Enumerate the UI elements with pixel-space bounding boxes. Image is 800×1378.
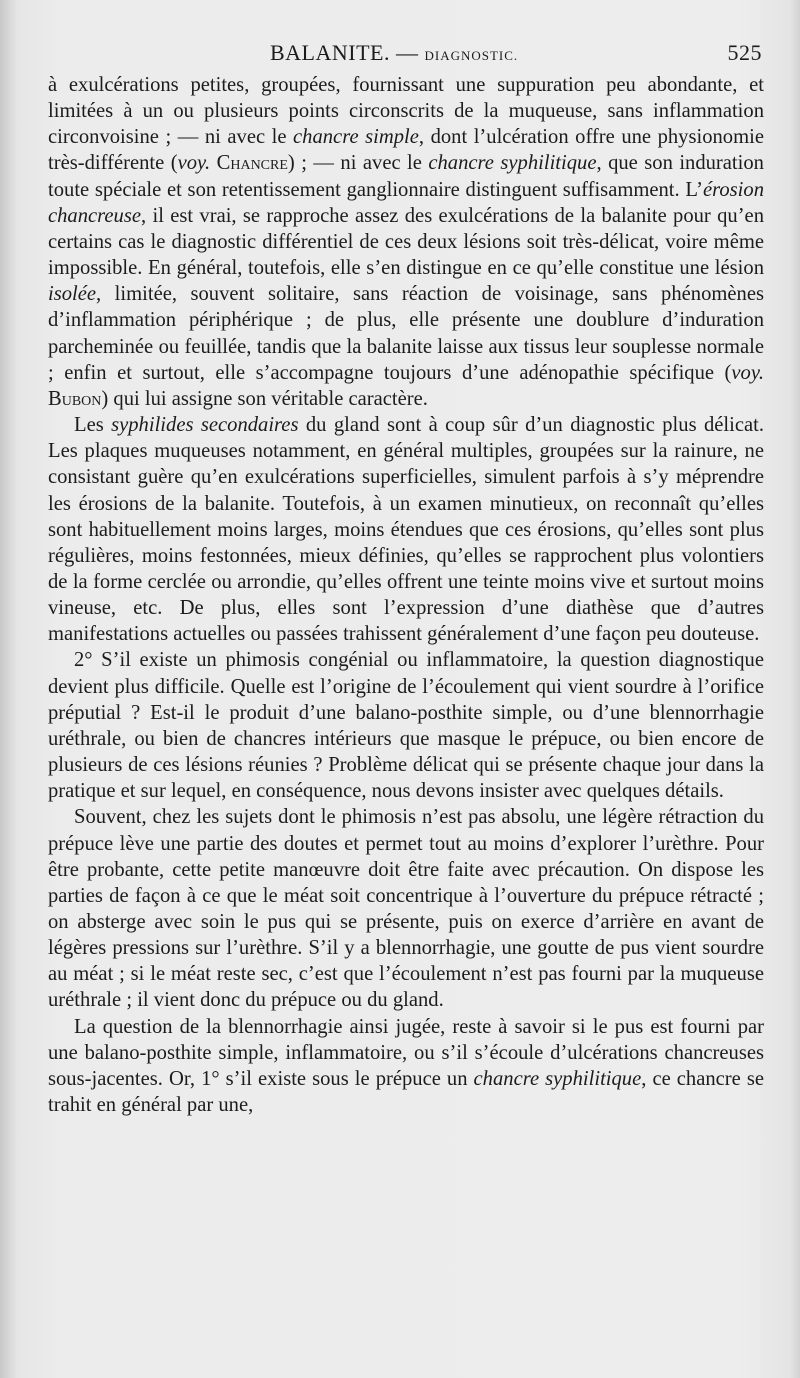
text-run: , dont l’ulcération offre une physionomie très-différente ( <box>48 126 764 175</box>
paragraph <box>48 647 764 804</box>
text-run: , limitée, souvent solitaire, sans réaction de voisinage, sans phénomènes d’inflammation périphérique ; de plus, elle présente une doublure d’induration parcheminée ou feuillée, tandis que la balanite laisse aux tissus leur souplesse normale ; enfin et surtout, elle s’accompagne toujours d’une adénopathie spécifique ( <box>48 283 764 384</box>
running-head <box>48 38 762 72</box>
running-title <box>270 40 518 66</box>
text-run: , il est vrai, se rapproche assez des exulcérations de la balanite pour qu’en certains cas le diagnostic différentiel de ces deux lésions soit très-délicat, voire même impossible. En général, toutefois, elle s’en distingue en ce qu’elle constitue une lésion <box>48 204 764 280</box>
italic-phrase: voy. <box>177 152 211 175</box>
italic-phrase: chancre simple <box>293 126 419 149</box>
text-run: 2° S’il existe un phimosis congénial ou inflammatoire, la question diagnostique devient plus difficile. Quelle est l’origine de l’écoulement qui vient sourdre à l’orifice préputial ? Est-il le produit d’une balano-posthite simple, ou d’une blennorrhagie uréthrale, ou bien de chancres intérieurs que masque le prépuce, ou bien encore de plusieurs de ces lésions réunies ? Problème délicat qui se présente chaque jour dans la pratique et sur lequel, en conséquence, nous devons insister avec quelques détails. <box>48 649 764 803</box>
paragraph <box>48 412 764 647</box>
paragraph <box>48 72 764 412</box>
italic-phrase: syphilides secondaires <box>111 414 299 437</box>
text-run: ) ; — ni avec le <box>287 152 429 175</box>
body-text <box>48 72 764 1118</box>
text-run: La question de la blennorrhagie ainsi jugée, reste à savoir si le pus est fourni par une balano-posthite simple, inflammatoire, ou s’il s’écoule d’ulcérations chancreuses sous-jacentes. Or, 1° s’il existe sous le prépuce un <box>48 1015 764 1090</box>
italic-phrase: isolée <box>48 283 97 306</box>
text-run: Les <box>74 414 112 437</box>
italic-phrase: voy. <box>731 361 764 384</box>
small-caps-reference: Chancre <box>216 152 288 175</box>
running-title-main: BALANITE. — <box>270 40 419 65</box>
page-number: 525 <box>727 40 762 65</box>
italic-phrase: érosion chancreuse <box>48 178 764 227</box>
paragraph <box>48 804 764 1013</box>
text-run: , que son induration toute spéciale et son retentissement ganglionnaire distinguent suffisamment. L’ <box>48 152 764 201</box>
paragraph <box>48 1014 764 1119</box>
italic-phrase: chancre syphilitique <box>473 1067 642 1090</box>
small-caps-reference: Bubon <box>48 387 102 410</box>
italic-phrase: chancre syphilitique <box>428 152 597 175</box>
text-run: du gland sont à coup sûr d’un diagnostic plus délicat. Les plaques muqueuses notamment, en général multiples, groupées sur la rainure, ne consistant guère qu’en exulcérations superficielles, simulent parfois à s’y méprendre les érosions de la balanite. Toutefois, à un examen minutieux, on reconnaît qu’elles sont habituellement moins larges, moins étendues que ces érosions, qu’elles sont plus régulières, moins festonnées, mieux définies, qu’elles se rapprochent plus volontiers de la forme cerclée ou arrondie, qu’elles offrent une teinte moins vive et surtout moins vineuse, etc. De plus, elles sont l’expression d’une diathèse que d’autres manifestations actuelles ou passées trahissent généralement d’une façon peu douteuse. <box>48 414 764 646</box>
text-run: , ce chancre se trahit en général par une, <box>48 1067 764 1117</box>
text-run: à exulcérations petites, groupées, fournissant une suppuration peu abondante, et limitées à un ou plusieurs points circonscrits de la muqueuse, sans inflammation circonvoisine ; — ni avec le <box>48 74 764 149</box>
text-run: ) qui lui assigne son véritable caractère. <box>101 387 428 410</box>
text-run: Souvent, chez les sujets dont le phimosis n’est pas absolu, une légère rétraction du prépuce lève une partie des doutes et permet tout au moins d’explorer l’urèthre. Pour être probante, cette petite manœuvre doit être faite avec précaution. On dispose les parties de façon à ce que le méat soit concentrique à l’ouverture du prépuce rétracté ; on absterge avec soin le pus qui se présente, puis on exerce d’arrière en avant de légères pressions sur l’urèthre. S’il y a blennorrhagie, une goutte de pus vient sourdre au méat ; si le méat reste sec, c’est que l’écoulement n’est pas fourni par la muqueuse uréthrale ; il vient donc du prépuce ou du gland. <box>48 806 764 1012</box>
running-title-small: DIAGNOSTIC. <box>424 48 519 63</box>
